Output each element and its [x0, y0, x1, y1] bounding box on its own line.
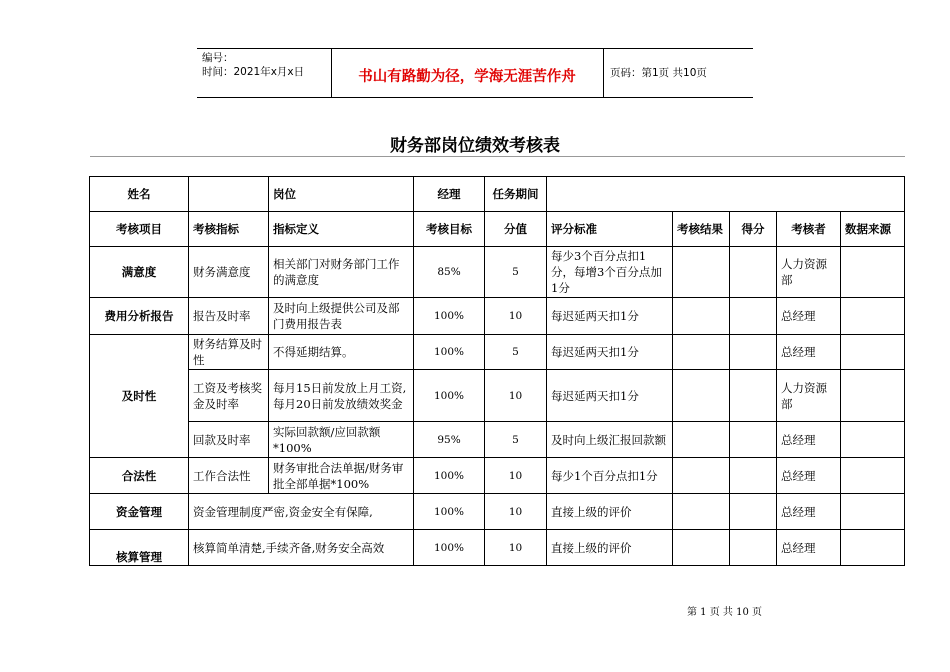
score-cell: 5 [485, 422, 547, 458]
source-cell[interactable] [841, 422, 905, 458]
header-divider [603, 49, 604, 97]
page-code: 页码：第1页 共10页 [610, 67, 707, 79]
source-cell[interactable] [841, 335, 905, 370]
col-header: 评分标准 [547, 212, 673, 247]
target-cell: 95% [414, 422, 485, 458]
target-cell: 100% [414, 335, 485, 370]
target-cell: 100% [414, 298, 485, 335]
page-header [197, 48, 753, 98]
definition-cell: 不得延期结算。 [269, 335, 414, 370]
table-row [90, 494, 905, 530]
table-row [90, 530, 905, 566]
definition-cell: 及时向上级提供公司及部门费用报告表 [269, 298, 414, 335]
standard-cell: 每迟延两天扣1分 [547, 335, 673, 370]
points-cell[interactable] [730, 247, 777, 298]
assessor-cell: 总经理 [777, 530, 841, 566]
col-header: 指标定义 [269, 212, 414, 247]
standard-cell: 每少3个百分点扣1分，每增3个百分点加1分 [547, 247, 673, 298]
indicator-cell: 财务满意度 [189, 247, 269, 298]
table-row [90, 458, 905, 494]
assessor-cell: 总经理 [777, 494, 841, 530]
source-cell[interactable] [841, 370, 905, 422]
definition-cell: 资金管理制度严密,资金安全有保障, [189, 494, 414, 530]
item-cell: 核算管理 [90, 530, 189, 566]
points-cell[interactable] [730, 494, 777, 530]
points-cell[interactable] [730, 422, 777, 458]
standard-cell: 直接上级的评价 [547, 494, 673, 530]
time-label: 时间：2021年x月x日 [202, 66, 305, 78]
table-row [90, 335, 905, 370]
result-cell[interactable] [673, 458, 730, 494]
standard-cell: 每迟延两天扣1分 [547, 298, 673, 335]
points-cell[interactable] [730, 370, 777, 422]
indicator-cell: 财务结算及时性 [189, 335, 269, 370]
indicator-cell: 工作合法性 [189, 458, 269, 494]
col-header: 考核结果 [673, 212, 730, 247]
item-cell: 资金管理 [90, 494, 189, 530]
points-cell[interactable] [730, 335, 777, 370]
result-cell[interactable] [673, 494, 730, 530]
motto: 书山有路勤为径，学海无涯苦作舟 [358, 69, 576, 85]
period-label: 任务期间 [485, 177, 547, 212]
result-cell[interactable] [673, 298, 730, 335]
result-cell[interactable] [673, 530, 730, 566]
assessor-cell: 总经理 [777, 422, 841, 458]
indicator-cell: 报告及时率 [189, 298, 269, 335]
post-value: 经理 [414, 177, 485, 212]
assessor-cell: 人力资源部 [777, 370, 841, 422]
item-cell: 及时性 [90, 335, 189, 458]
assessment-table [89, 176, 905, 566]
target-cell: 100% [414, 458, 485, 494]
table-row [90, 370, 905, 422]
info-row [90, 177, 905, 212]
number-label: 编号： [202, 52, 234, 64]
indicator-cell: 回款及时率 [189, 422, 269, 458]
result-cell[interactable] [673, 335, 730, 370]
page-footer: 第 1 页 共 10 页 [687, 607, 762, 618]
target-cell: 100% [414, 494, 485, 530]
score-cell: 5 [485, 335, 547, 370]
source-cell[interactable] [841, 458, 905, 494]
result-cell[interactable] [673, 247, 730, 298]
target-cell: 100% [414, 370, 485, 422]
item-cell: 合法性 [90, 458, 189, 494]
col-header: 数据来源 [841, 212, 905, 247]
page-title: 财务部岗位绩效考核表 [390, 136, 560, 156]
standard-cell: 及时向上级汇报回款额 [547, 422, 673, 458]
score-cell: 10 [485, 458, 547, 494]
table-row [90, 298, 905, 335]
points-cell[interactable] [730, 530, 777, 566]
item-cell: 满意度 [90, 247, 189, 298]
name-label: 姓名 [90, 177, 189, 212]
target-cell: 85% [414, 247, 485, 298]
source-cell[interactable] [841, 247, 905, 298]
table-row [90, 422, 905, 458]
source-cell[interactable] [841, 494, 905, 530]
definition-cell: 每月15日前发放上月工资,每月20日前发放绩效奖金 [269, 370, 414, 422]
score-cell: 10 [485, 494, 547, 530]
assessor-cell: 人力资源部 [777, 247, 841, 298]
col-header: 考核者 [777, 212, 841, 247]
col-header: 考核项目 [90, 212, 189, 247]
column-header-row [90, 212, 905, 247]
score-cell: 10 [485, 298, 547, 335]
indicator-cell: 工资及考核奖金及时率 [189, 370, 269, 422]
name-value[interactable] [189, 177, 269, 212]
definition-cell: 实际回款额/应回款额*100% [269, 422, 414, 458]
col-header: 得分 [730, 212, 777, 247]
result-cell[interactable] [673, 370, 730, 422]
standard-cell: 直接上级的评价 [547, 530, 673, 566]
col-header: 考核目标 [414, 212, 485, 247]
title-underline [90, 156, 905, 157]
source-cell[interactable] [841, 298, 905, 335]
col-header: 考核指标 [189, 212, 269, 247]
table-row [90, 247, 905, 298]
assessor-cell: 总经理 [777, 458, 841, 494]
points-cell[interactable] [730, 458, 777, 494]
post-label: 岗位 [269, 177, 414, 212]
target-cell: 100% [414, 530, 485, 566]
definition-cell: 相关部门对财务部门工作的满意度 [269, 247, 414, 298]
definition-cell: 核算简单清楚,手续齐备,财务安全高效 [189, 530, 414, 566]
header-meta [202, 51, 304, 79]
assessor-cell: 总经理 [777, 298, 841, 335]
period-value[interactable] [547, 177, 905, 212]
assessor-cell: 总经理 [777, 335, 841, 370]
standard-cell: 每少1个百分点扣1分 [547, 458, 673, 494]
col-header: 分值 [485, 212, 547, 247]
source-cell[interactable] [841, 530, 905, 566]
definition-cell: 财务审批合法单据/财务审批全部单据*100% [269, 458, 414, 494]
score-cell: 5 [485, 247, 547, 298]
standard-cell: 每迟延两天扣1分 [547, 370, 673, 422]
score-cell: 10 [485, 530, 547, 566]
result-cell[interactable] [673, 422, 730, 458]
item-cell: 费用分析报告 [90, 298, 189, 335]
points-cell[interactable] [730, 298, 777, 335]
score-cell: 10 [485, 370, 547, 422]
